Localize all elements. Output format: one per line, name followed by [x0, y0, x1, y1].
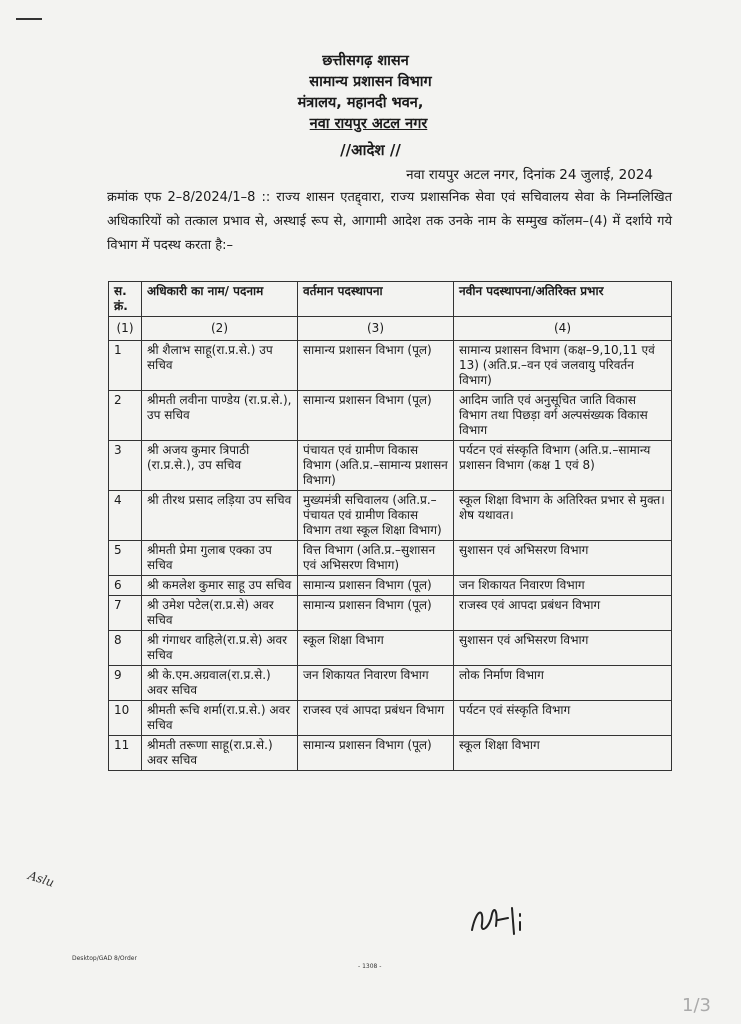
cell-new: लोक निर्माण विभाग	[454, 666, 672, 701]
table-row	[109, 441, 672, 491]
cell-current: स्कूल शिक्षा विभाग	[298, 631, 454, 666]
table-row	[109, 541, 672, 576]
cell-current: सामान्य प्रशासन विभाग (पूल)	[298, 341, 454, 391]
cell-name: श्री अजय कुमार त्रिपाठी (रा.प्र.से.), उप सचिव	[142, 441, 298, 491]
header-current: वर्तमान पदस्थापना	[298, 282, 454, 317]
cell-new: सुशासन एवं अभिसरण विभाग	[454, 541, 672, 576]
cell-sn: 2	[109, 391, 142, 441]
col-num-4: (4)	[454, 317, 672, 341]
cell-current: पंचायत एवं ग्रामीण विकास विभाग (अति.प्र.–सामान्य प्रशासन विभाग)	[298, 441, 454, 491]
cell-sn: 4	[109, 491, 142, 541]
table-row	[109, 576, 672, 596]
cell-sn: 9	[109, 666, 142, 701]
top-dash-mark	[16, 18, 42, 20]
table-row	[109, 596, 672, 631]
table-row	[109, 736, 672, 771]
cell-current: सामान्य प्रशासन विभाग (पूल)	[298, 596, 454, 631]
cell-new: स्कूल शिक्षा विभाग	[454, 736, 672, 771]
table-header-row	[109, 282, 672, 317]
cell-name: श्री तीरथ प्रसाद लड़िया उप सचिव	[142, 491, 298, 541]
cell-name: श्रीमती तरूणा साहू(रा.प्र.से.) अवर सचिव	[142, 736, 298, 771]
cell-sn: 8	[109, 631, 142, 666]
table-row	[109, 341, 672, 391]
cell-current: सामान्य प्रशासन विभाग (पूल)	[298, 576, 454, 596]
cell-new: जन शिकायत निवारण विभाग	[454, 576, 672, 596]
table-row	[109, 391, 672, 441]
cell-new: सामान्य प्रशासन विभाग (कक्ष–9,10,11 एवं 13) (अति.प्र.–वन एवं जलवायु परिवर्तन विभाग)	[454, 341, 672, 391]
cell-name: श्री उमेश पटेल(रा.प्र.से) अवर सचिव	[142, 596, 298, 631]
cell-current: जन शिकायत निवारण विभाग	[298, 666, 454, 701]
cell-new: पर्यटन एवं संस्कृति विभाग (अति.प्र.–सामान्य प्रशासन विभाग (कक्ष 1 एवं 8)	[454, 441, 672, 491]
cell-name: श्री कमलेश कुमार साहू उप सचिव	[142, 576, 298, 596]
cell-new: पर्यटन एवं संस्कृति विभाग	[454, 701, 672, 736]
table-row	[109, 701, 672, 736]
table-row	[109, 666, 672, 701]
header-sn: स. क्रं.	[109, 282, 142, 317]
cell-sn: 11	[109, 736, 142, 771]
col-num-3: (3)	[298, 317, 454, 341]
cell-current: मुख्यमंत्री सचिवालय (अति.प्र.–पंचायत एवं ग्रामीण विकास विभाग तथा स्कूल शिक्षा विभाग)	[298, 491, 454, 541]
footer-file-path: Desktop/GAD 8/Order	[72, 955, 137, 962]
footer-page-code: - 1308 -	[358, 963, 382, 970]
cell-sn: 1	[109, 341, 142, 391]
header-name: अधिकारी का नाम/ पदनाम	[142, 282, 298, 317]
header-new: नवीन पदस्थापना/अतिरिक्त प्रभार	[454, 282, 672, 317]
cell-sn: 5	[109, 541, 142, 576]
cell-new: राजस्व एवं आपदा प्रबंधन विभाग	[454, 596, 672, 631]
cell-new: स्कूल शिक्षा विभाग के अतिरिक्त प्रभार से मुक्त। शेष यथावत।	[454, 491, 672, 541]
cell-name: श्री शैलाभ साहू(रा.प्र.से.) उप सचिव	[142, 341, 298, 391]
col-num-1: (1)	[109, 317, 142, 341]
cell-name: श्री के.एम.अग्रवाल(रा.प्र.से.) अवर सचिव	[142, 666, 298, 701]
cell-name: श्रीमती प्रेमा गुलाब एक्का उप सचिव	[142, 541, 298, 576]
col-num-2: (2)	[142, 317, 298, 341]
page-indicator: 1/3	[682, 995, 711, 1016]
cell-current: सामान्य प्रशासन विभाग (पूल)	[298, 736, 454, 771]
cell-name: श्रीमती लवीना पाण्डेय (रा.प्र.से.), उप सचिव	[142, 391, 298, 441]
cell-current: सामान्य प्रशासन विभाग (पूल)	[298, 391, 454, 441]
header-line-1: छत्तीसगढ़ शासन	[322, 53, 409, 69]
cell-name: श्री गंगाधर वाहिले(रा.प्र.से) अवर सचिव	[142, 631, 298, 666]
header-line-3: मंत्रालय, महानदी भवन,	[297, 95, 424, 111]
cell-current: राजस्व एवं आपदा प्रबंधन विभाग	[298, 701, 454, 736]
signature-mark	[468, 900, 528, 944]
order-paragraph: क्रमांक एफ 2–8/2024/1–8 :: राज्य शासन एतद्द्वारा, राज्य प्रशासनिक सेवा एवं सचिवालय सेवा के निम्नलिखित अधिकारियों को तत्काल प्रभाव से, अस्थाई रूप से, आगामी आदेश तक उनके नाम के सम्मुख कॉलम–(4) में दर्शाये गये विभाग में पदस्थ करता है:–	[107, 190, 672, 253]
table-row	[109, 631, 672, 666]
officer-posting-table	[108, 281, 672, 771]
date-line: नवा रायपुर अटल नगर, दिनांक 24 जुलाई, 2024	[406, 167, 653, 183]
column-number-row	[109, 317, 672, 341]
cell-sn: 10	[109, 701, 142, 736]
order-title: //आदेश //	[340, 141, 401, 159]
cell-new: आदिम जाति एवं अनुसूचित जाति विकास विभाग तथा पिछड़ा वर्ग अल्पसंख्यक विकास विभाग	[454, 391, 672, 441]
table-row	[109, 491, 672, 541]
handwritten-initials-left: Aslu	[26, 868, 56, 890]
cell-new: सुशासन एवं अभिसरण विभाग	[454, 631, 672, 666]
cell-sn: 6	[109, 576, 142, 596]
header-line-2: सामान्य प्रशासन विभाग	[309, 74, 432, 90]
cell-current: वित्त विभाग (अति.प्र.–सुशासन एवं अभिसरण विभाग)	[298, 541, 454, 576]
cell-sn: 3	[109, 441, 142, 491]
header-line-4: नवा रायपुर अटल नगर	[309, 116, 428, 132]
cell-sn: 7	[109, 596, 142, 631]
cell-name: श्रीमती रूचि शर्मा(रा.प्र.से.) अवर सचिव	[142, 701, 298, 736]
